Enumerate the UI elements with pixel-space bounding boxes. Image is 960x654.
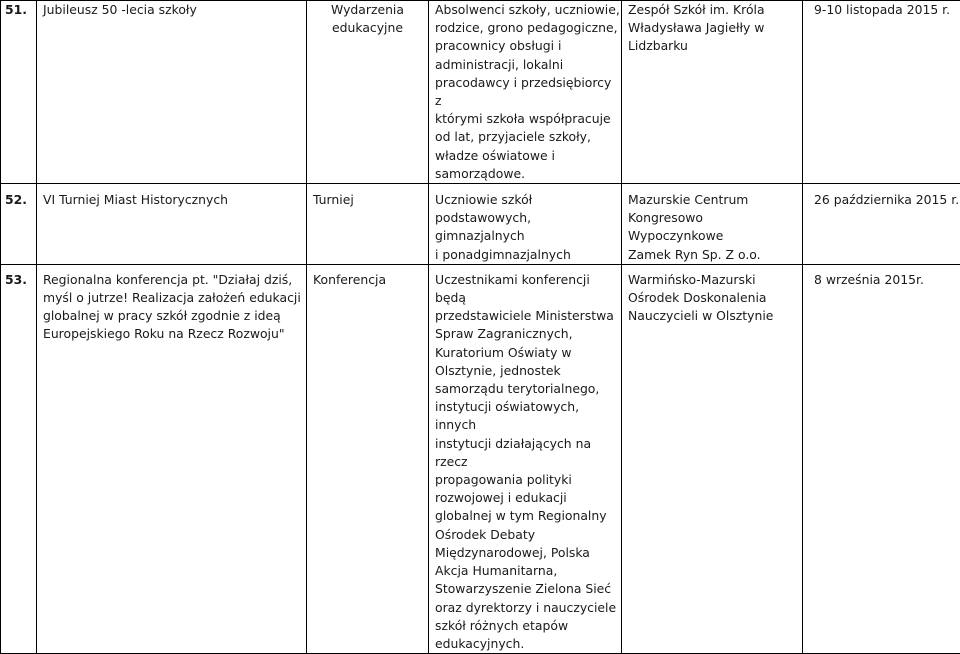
- row-number: 53.: [1, 264, 37, 653]
- row-number: 51.: [1, 1, 37, 184]
- event-organizer: Zespół Szkół im. Króla Władysława Jagiełły w Lidzbarku: [622, 1, 803, 184]
- table-row: [1, 264, 960, 653]
- event-title: VI Turniej Miast Historycznych: [37, 184, 307, 265]
- event-participants: Uczniowie szkół podstawowych, gimnazjalnych i ponadgimnazjalnych: [429, 184, 622, 265]
- event-organizer: Warmińsko-Mazurski Ośrodek Doskonalenia Nauczycieli w Olsztynie: [622, 264, 803, 653]
- event-category: Turniej: [307, 184, 429, 265]
- event-title: Regionalna konferencja pt. "Działaj dziś, myśl o jutrze! Realizacja założeń edukacji globalnej w pracy szkół zgodnie z ideą Europejskiego Roku na Rzecz Rozwoju": [37, 264, 307, 653]
- event-category: Wydarzenia edukacyjne: [307, 1, 429, 184]
- table-row: [1, 1, 960, 184]
- event-participants: Uczestnikami konferencji będą przedstawiciele Ministerstwa Spraw Zagranicznych, Kuratorium Oświaty w Olsztynie, jednostek samorządu terytorialnego, instytucji oświatowych, innych instytucji działających na rzecz propagowania polityki rozwojowej i edukacji globalnej w tym Regionalny Ośrodek Debaty Międzynarodowej, Polska Akcja Humanitarna, Stowarzyszenie Zielona Sieć oraz dyrektorzy i nauczyciele szkół różnych etapów edukacyjnych.: [429, 264, 622, 653]
- row-number: 52.: [1, 184, 37, 265]
- table-row: [1, 184, 960, 265]
- event-date: 8 września 2015r.: [803, 264, 960, 653]
- event-organizer: Mazurskie Centrum Kongresowo Wypoczynkowe Zamek Ryn Sp. Z o.o.: [622, 184, 803, 265]
- event-date: 26 października 2015 r.: [803, 184, 960, 265]
- event-title: Jubileusz 50 -lecia szkoły: [37, 1, 307, 184]
- event-participants: Absolwenci szkoły, uczniowie, rodzice, grono pedagogiczne, pracownicy obsługi i administracji, lokalni pracodawcy i przedsiębiorcy z którymi szkoła współpracuje od lat, przyjaciele szkoły, władze oświatowe i samorządowe.: [429, 1, 622, 184]
- event-date: 9-10 listopada 2015 r.: [803, 1, 960, 184]
- event-category: Konferencja: [307, 264, 429, 653]
